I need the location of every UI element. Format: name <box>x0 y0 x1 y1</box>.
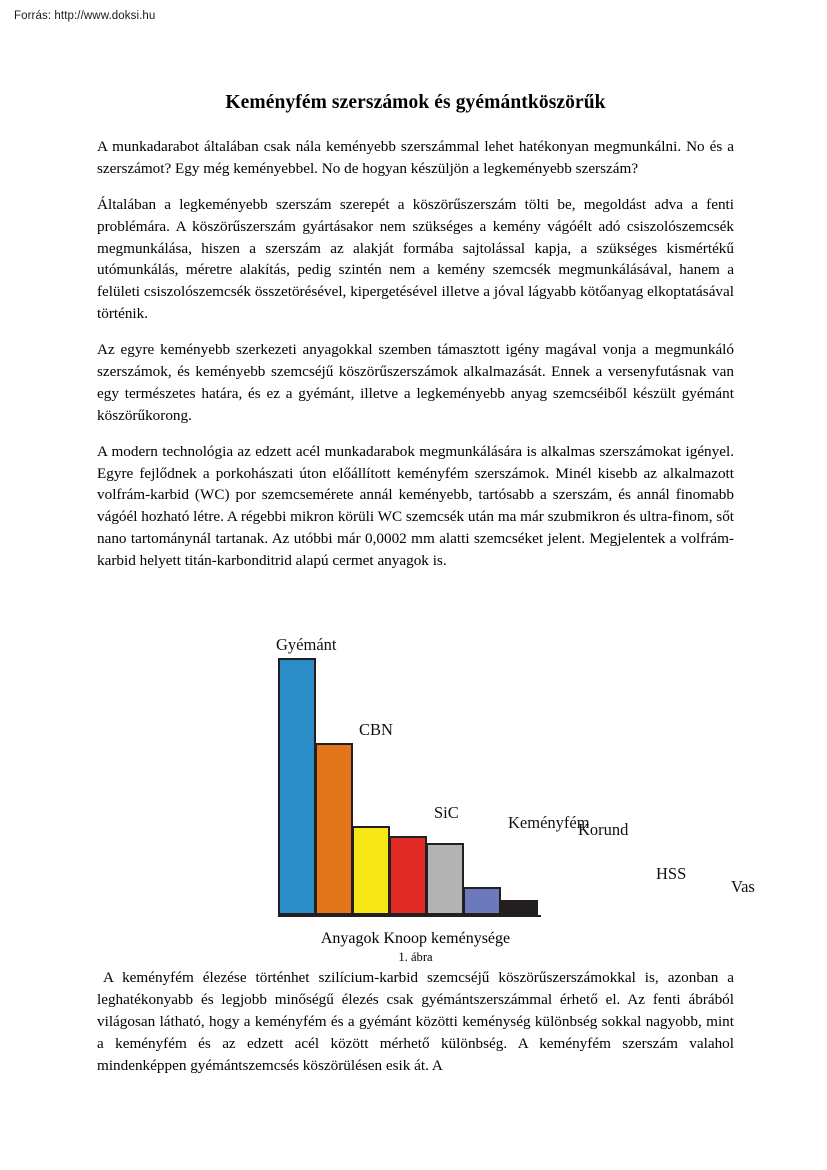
bar-sic <box>352 826 390 915</box>
figure-number: 1. ábra <box>398 950 433 964</box>
figure-caption: Anyagok Knoop keménysége <box>320 930 511 947</box>
paragraph-5: A keményfém élezése történhet szilícium-karbid szemcséjű köszörűszerszámokkal is, azonban a leghatékonyabb és legjobb minőségű élezés csak gyémántszerszámmal érhető el. Az fenti ábrából világosan látható, hogy a keményfém és a gyémánt közötti keménység különbség sokkal nagyobb, mint a keményfém és az edzett acél között mérhető különbség. A keményfém szerszám valahol mindenképpen gyémántszemcsés köszörülésen esik át. A <box>97 969 734 1074</box>
bar-hss <box>463 887 501 915</box>
bar-korund <box>426 843 464 915</box>
bar-label-sic: SiC <box>434 803 459 823</box>
figure-1 <box>97 615 755 965</box>
paragraph-2: Általában a legkeményebb szerszám szerepét a köszörűszerszám tölti be, megoldást adva a fenti problémára. A köszörűszerszám gyártásakor nem szükséges a kemény vágóélt adó csiszolószemcsék megmunkálása, hiszen a szerszám az alakját formába sajtolással kapja, a szükséges kismértékű utómunkálás, méretre alakítás, pedig szintén nem a kemény szemcsék megmunkálásával, hanem a felületi csiszolószemcsék összetörésével, kipergetésével illetve a jóval lágyabb kötőanyag elkoptatásával történik. <box>97 195 734 323</box>
page-title: Keményfém szerszámok és gyémántköszörűk <box>225 92 606 113</box>
bar-vas <box>500 900 538 915</box>
document-page <box>97 92 755 1074</box>
bar-label-cbn: CBN <box>359 720 393 740</box>
paragraph-1: A munkadarabot általában csak nála keményebb szerszámmal lehet hatékonyan megmunkálni. No és a szerszámot? Egy még keményebbel. No de hogyan készüljön a legkeményebb szerszám? <box>97 138 734 177</box>
bar-gyémánt <box>278 658 316 915</box>
bar-keményfém <box>389 836 427 915</box>
paragraph-4: A modern technológia az edzett acél munkadarabok megmunkálására is alkalmas szerszámokat igényel. Egyre fejlődnek a porkohászati úton előállított keményfém szerszámok. Minél kisebb az alkalmazott volfrám-karbid (WC) por szemcsemérete annál keményebb, tartósabb a szerszám, és annál finomabb vágóél hozható létre. A régebbi mikron körüli WC szemcsék után ma már szubmikron és ultra-finom, sőt nano tartománynál tartanak. Az utóbbi már 0,0002 mm alatti szemcséket jelent. Megjelentek a volfrám-karbid helyett titán-karbonditrid alapú cermet anyagok is. <box>97 442 735 570</box>
chart-plot-area <box>276 615 755 927</box>
bar-label-gyémánt: Gyémánt <box>276 635 337 655</box>
source-url-header: Forrás: http://www.doksi.hu <box>14 10 156 22</box>
bar-label-keményfém: Keményfém <box>508 813 590 833</box>
bar-chart <box>97 615 755 927</box>
bar-label-hss: HSS <box>656 864 687 884</box>
bar-label-vas: Vas <box>731 877 755 897</box>
bar-label-korund: Korund <box>578 820 629 840</box>
paragraph-3: Az egyre keményebb szerkezeti anyagokkal szemben támasztott igény magával vonja a megmunkáló szerszámok, és keményebb szemcséjű köszörűszerszámok alkalmazását. Ennek a versenyfutásnak van egy természetes határa, és ez a gyémánt, illetve a legkeményebb anyag szemcséiből készült gyémánt köszörűkorong. <box>97 341 734 424</box>
bar-cbn <box>315 743 353 915</box>
tail-text-block <box>97 967 734 1076</box>
